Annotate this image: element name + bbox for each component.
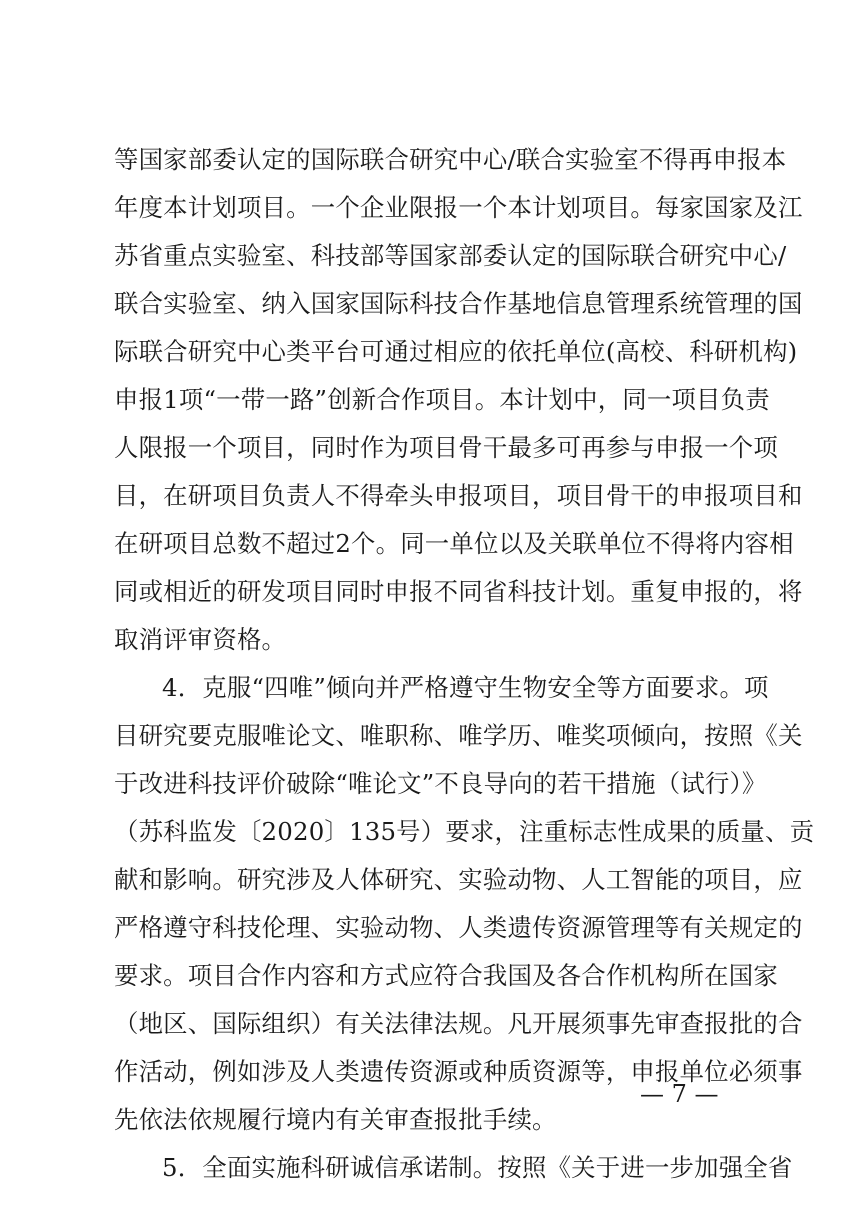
text-line: 于改进科技评价破除“唯论文”不良导向的若干措施（试行）》 (114, 769, 767, 798)
text-line: 在研项目总数不超过2个。同一单位以及关联单位不得将内容相 (114, 529, 794, 558)
page-number: — 7 — (640, 1080, 719, 1108)
body-text (114, 136, 815, 1192)
text-line: 严格遵守科技伦理、实验动物、人类遗传资源管理等有关规定的 (114, 913, 803, 942)
text-line: 作活动，例如涉及人类遗传资源或种质资源等，申报单位必须事 (114, 1057, 803, 1086)
text-line: 等国家部委认定的国际联合研究中心/联合实验室不得再申报本 (114, 145, 787, 174)
text-line: 际联合研究中心类平台可通过相应的依托单位(高校、科研机构) (114, 337, 798, 366)
text-line: 目研究要克服唯论文、唯职称、唯学历、唯奖项倾向，按照《关 (114, 721, 803, 750)
text-line: 先依法依规履行境内有关审查报批手续。 (114, 1105, 557, 1134)
text-line: （苏科监发〔2020〕135号）要求，注重标志性成果的质量、贡 (114, 817, 815, 846)
text-line: 苏省重点实验室、科技部等国家部委认定的国际联合研究中心/ (114, 241, 787, 270)
text-line: 申报1项“一带一路”创新合作项目。本计划中，同一项目负责 (114, 385, 770, 414)
text-line: 同或相近的研发项目同时申报不同省科技计划。重复申报的，将 (114, 577, 803, 606)
text-line: 献和影响。研究涉及人体研究、实验动物、人工智能的项目，应 (114, 865, 803, 894)
paragraph-4-heading-line: 4．克服“四唯”倾向并严格遵守生物安全等方面要求。项 (162, 673, 769, 702)
text-line: 目，在研项目负责人不得牵头申报项目，项目骨干的申报项目和 (114, 481, 803, 510)
text-line: 联合实验室、纳入国家国际科技合作基地信息管理系统管理的国 (114, 289, 803, 318)
text-line: （地区、国际组织）有关法律法规。凡开展须事先审查报批的合 (114, 1009, 803, 1038)
text-line: 年度本计划项目。一个企业限报一个本计划项目。每家国家及江 (114, 193, 803, 222)
paragraph-5-heading-line: 5．全面实施科研诚信承诺制。按照《关于进一步加强全省 (162, 1153, 793, 1182)
text-line: 人限报一个项目，同时作为项目骨干最多可再参与申报一个项 (114, 433, 778, 462)
text-line: 要求。项目合作内容和方式应符合我国及各合作机构所在国家 (114, 961, 778, 990)
text-line: 取消评审资格。 (114, 625, 287, 654)
